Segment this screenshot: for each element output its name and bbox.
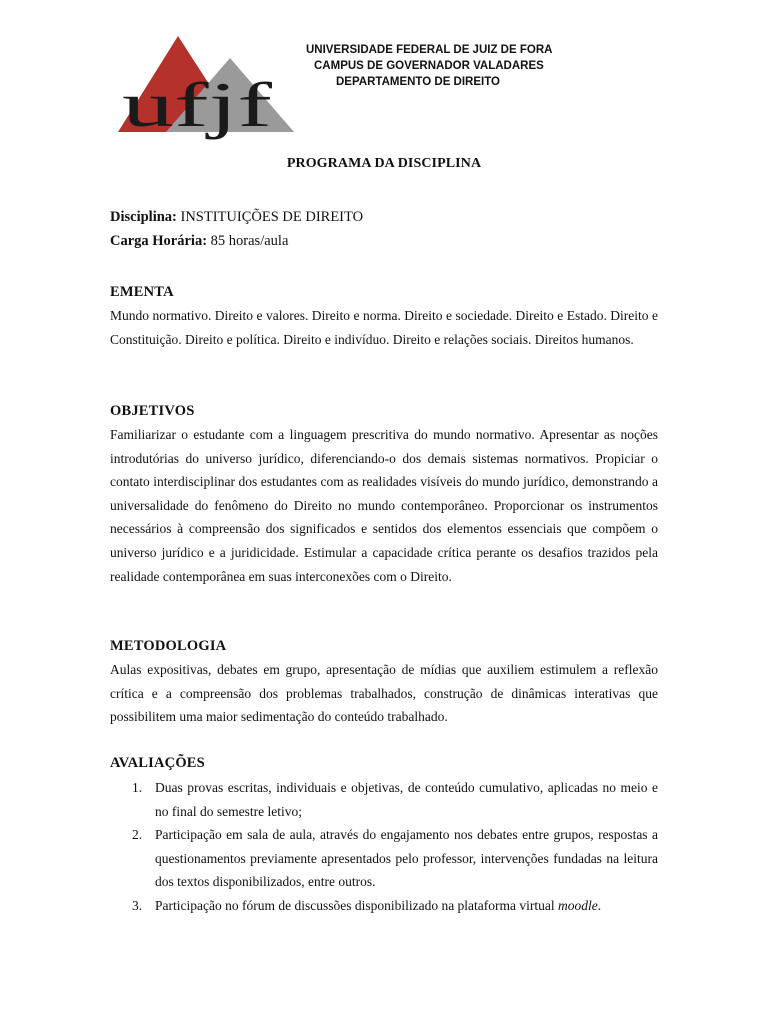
objetivos-text: Familiarizar o estudante com a linguagem prescritiva do mundo normativo. Apresentar as noções introdutórias do universo jurídico, diferenciando-o dos demais sistemas normativos. Propiciar o contato interdisciplinar dos estudantes com as realidades visíveis do mundo jurídico, demonstrando a universalidade do fenômeno do Direito no mundo contemporâneo. Proporcionar os instrumentos necessários à compreensão dos significados e sentidos dos elementos essenciais que compõem o universo jurídico e a juridicidade. Estimular a capacidade crítica perante os desafios trazidos pela realidade contemporânea em suas interconexões com o Direito. bbox=[110, 427, 658, 584]
ementa-section bbox=[110, 280, 658, 351]
discipline-field bbox=[110, 205, 658, 229]
metodologia-section bbox=[110, 634, 658, 729]
avaliacoes-list bbox=[110, 776, 658, 918]
list-item bbox=[110, 823, 658, 894]
list-item-number: 2. bbox=[132, 827, 143, 843]
list-item-text: Participação no fórum de discussões disponibilizado na plataforma virtual bbox=[155, 897, 559, 913]
avaliacoes-section bbox=[110, 751, 658, 775]
list-item-number: 1. bbox=[132, 780, 143, 795]
document-title: PROGRAMA DA DISCIPLINA bbox=[286, 156, 482, 171]
metodologia-heading: METODOLOGIA bbox=[110, 638, 227, 654]
avaliacoes-heading: AVALIAÇÕES bbox=[110, 755, 205, 771]
institution-header bbox=[290, 42, 560, 90]
university-name: UNIVERSIDADE FEDERAL DE JUIZ DE FORA bbox=[306, 44, 553, 56]
list-item-text: Participação em sala de aula, através do engajamento nos debates entre grupos, respostas a questionamentos previamente apresentados pelo professor, intervenções fundadas na leitura dos textos disponibilizados, entre outros. bbox=[155, 827, 658, 890]
list-item-text: Duas provas escritas, individuais e objetivas, de conteúdo cumulativo, aplicadas no meio e no final do semestre letivo; bbox=[155, 780, 658, 819]
department-name: DEPARTAMENTO DE DIREITO bbox=[336, 76, 500, 88]
workload-field bbox=[110, 229, 658, 253]
discipline-label: Disciplina: bbox=[110, 209, 177, 225]
metodologia-text: Aulas expositivas, debates em grupo, apresentação de mídias que auxiliem estimulem a reflexão crítica e a compreensão dos problemas trabalhados, construção de dinâmicas interativas que possibilitem uma maior sedimentação do conteúdo trabalhado. bbox=[110, 662, 658, 725]
campus-name: CAMPUS DE GOVERNADOR VALADARES bbox=[314, 60, 544, 72]
list-item-tail: . bbox=[597, 897, 602, 913]
list-item-number: 3. bbox=[132, 897, 143, 913]
moodle-term: moodle bbox=[558, 897, 598, 913]
list-item bbox=[110, 776, 658, 823]
ufjf-logo bbox=[108, 28, 298, 156]
workload-label: Carga Horária: bbox=[110, 233, 208, 249]
logo-text: ufjf bbox=[122, 69, 274, 140]
discipline-value: INSTITUIÇÕES DE DIREITO bbox=[176, 209, 364, 225]
workload-value: 85 horas/aula bbox=[207, 233, 289, 249]
ementa-heading: EMENTA bbox=[110, 284, 174, 300]
list-item bbox=[110, 894, 658, 918]
ementa-text: Mundo normativo. Direito e valores. Direito e norma. Direito e sociedade. Direito e Estado. Direito e Constituição. Direito e política. Direito e indivíduo. Direito e relações sociais. Direitos humanos. bbox=[110, 308, 658, 347]
objetivos-heading: OBJETIVOS bbox=[110, 403, 195, 419]
discipline-info bbox=[110, 205, 658, 253]
objetivos-section bbox=[110, 399, 658, 588]
